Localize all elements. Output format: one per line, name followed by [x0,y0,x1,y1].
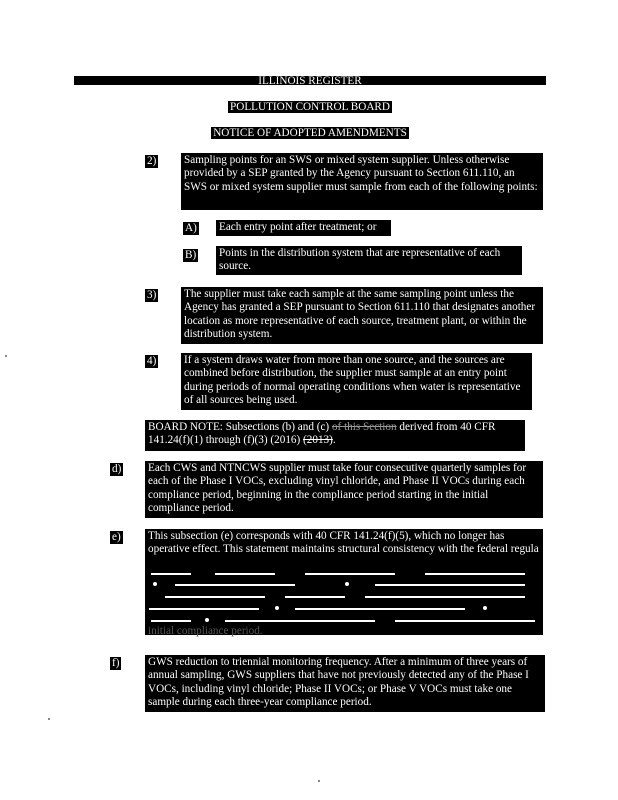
notice-title: NOTICE OF ADOPTED AMENDMENTS [213,127,407,139]
item-a-text: Each entry point after treatment; or [216,220,391,236]
item-2-text: Sampling points for an SWS or mixed system supplier. Unless otherwise provided by a SEP granted by the Agency pursuant to Section 611.110, an SWS or mixed system supplier must sample from each of the following points: [181,153,543,210]
item-a-label: A) [185,222,197,234]
item-4-text: If a system draws water from more than one source, and the sources are combined before distribution, the supplier must sample at an entry point during periods of normal operating conditions when water is representative of all sources being used. [181,353,532,410]
item-b-label: B) [185,249,197,261]
item-3-label: 3) [147,289,157,301]
item-2-label: 2) [147,155,157,167]
item-e-text: This subsection (e) corresponds with 40 CFR 141.24(f)(5), which no longer has operative effect. This statement maintains structural consistency with the federal regula [145,529,543,573]
register-title-text: ILLINOIS REGISTER [258,75,362,87]
scan-speck [48,718,50,720]
item-f-label: f) [112,657,120,669]
item-e-tail: initial compliance period. [148,625,263,637]
item-f-text: GWS reduction to triennial monitoring frequency. After a minimum of three years of annual sampling, GWS suppliers that have not previously detected any of the Phase I VOCs, including vinyl chloride; Phase II VOCs; or Phase V VOCs must take one sample during each three-year compliance period. [145,655,545,712]
item-b-text: Points in the distribution system that are representative of each source. [216,246,522,275]
item-d-text: Each CWS and NTNCWS supplier must take four consecutive quarterly samples for each of the Phase I VOCs, excluding vinyl chloride, and Phase II VOCs during each compliance period, beginning in the compliance period starting in the initial compliance period. [145,461,543,518]
scan-speck [318,780,320,782]
item-3-text: The supplier must take each sample at the same sampling point unless the Agency has granted a SEP pursuant to Section 611.110 that designates another location as more representative of each source, treatment plant, or within the distribution system. [181,287,543,344]
scan-speck [5,355,7,357]
register-title [74,75,546,88]
board-note: BOARD NOTE: Subsections (b) and (c) of this Section derived from 40 CFR 141.24(f)(1) through (f)(3) (2016) (2013). [145,420,525,451]
item-d-label: d) [112,463,122,475]
board-title: POLLUTION CONTROL BOARD [230,101,390,113]
item-e-label: e) [112,531,121,543]
item-4-label: 4) [147,355,157,367]
